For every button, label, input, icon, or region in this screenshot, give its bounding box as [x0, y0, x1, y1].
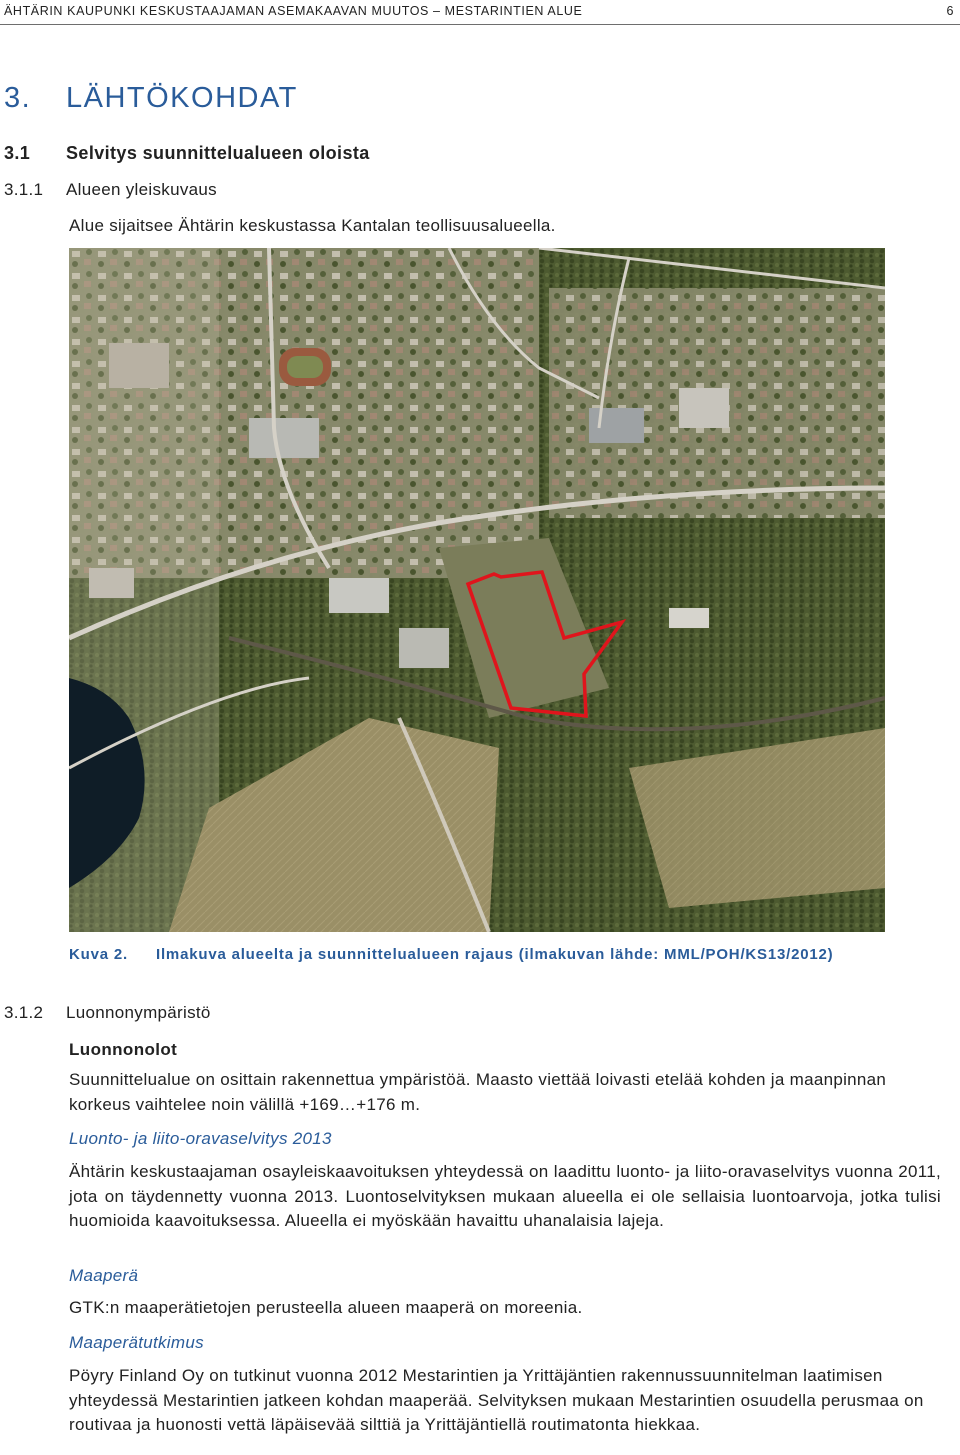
subsubsection-number-2: 3.1.2: [4, 1003, 44, 1022]
aerial-photo: [69, 248, 885, 932]
paragraph-luonnonolot: Suunnittelualue on osittain rakennettua ympäristöä. Maasto viettää loivasti etelää kohden ja maanpinnan korkeus vaihtelee noin välillä +169…+176 m.: [69, 1070, 887, 1114]
header-divider: [0, 24, 960, 25]
location-paragraph: Alue sijaitsee Ähtärin keskustassa Kantalan teollisuusalueella.: [69, 216, 556, 235]
subsubsection-heading: [4, 180, 217, 200]
paragraph-maaperatutkimus: Pöyry Finland Oy on tutkinut vuonna 2012 Mestarintien ja Yrittäjäntien rakennussuunnitelman laatimisen yhteydessä Mestarintien jatkeen kohdan maaperää. Selvityksen mukaan Mestarintien osuudella perusmaa on routivaa ja huonosti vettä läpäisevää silttiä ja Yrittäjäntiellä routimatonta hiekkaa.: [69, 1366, 924, 1434]
paragraph-oravaselvitys: Ähtärin keskustaajaman osayleiskaavoituksen yhteydessä on laadittu luonto- ja liito-oravaselvitys vuonna 2011, jota on täydennetty vuonna 2013. Luontoselvityksen mukaan alueella ei ole sellaisia luontoarvoja, jotka tulisi huomioida kaavoituksessa. Alueella ei myöskään havaittu uhanalaisia lajeja.: [69, 1162, 941, 1230]
paragraph-maapera: GTK:n maaperätietojen perusteella alueen maaperä on moreenia.: [69, 1298, 583, 1317]
page-number: 6: [946, 4, 954, 18]
figure-label: Kuva 2.: [69, 946, 128, 963]
figure-caption: [69, 946, 941, 963]
running-header: [4, 4, 956, 24]
section-title: LÄHTÖKOHDAT: [66, 82, 298, 114]
figure-caption-text: Ilmakuva alueelta ja suunnittelualueen rajaus (ilmakuvan lähde: MML/POH/KS13/2012): [156, 946, 834, 963]
heading-maapera: Maaperä: [69, 1266, 139, 1285]
subsection-heading: [4, 143, 370, 164]
heading-luonnonolot: Luonnonolot: [69, 1040, 178, 1059]
subsubsection-number: 3.1.1: [4, 180, 44, 199]
heading-maaperatutkimus: Maaperätutkimus: [69, 1333, 204, 1352]
subsubsection-title-2: Luonnonympäristö: [66, 1003, 211, 1022]
section-number: 3.: [4, 82, 32, 114]
document-title: ÄHTÄRIN KAUPUNKI KESKUSTAAJAMAN ASEMAKAAVAN MUUTOS – MESTARINTIEN ALUE: [4, 4, 583, 18]
subsubsection-heading-2: [4, 1003, 211, 1023]
subsection-title: Selvitys suunnittelualueen oloista: [66, 143, 370, 163]
subsection-number: 3.1: [4, 143, 31, 163]
heading-oravaselvitys: Luonto- ja liito-oravaselvitys 2013: [69, 1129, 332, 1148]
subsubsection-title: Alueen yleiskuvaus: [66, 180, 217, 199]
section-heading: [4, 82, 298, 115]
